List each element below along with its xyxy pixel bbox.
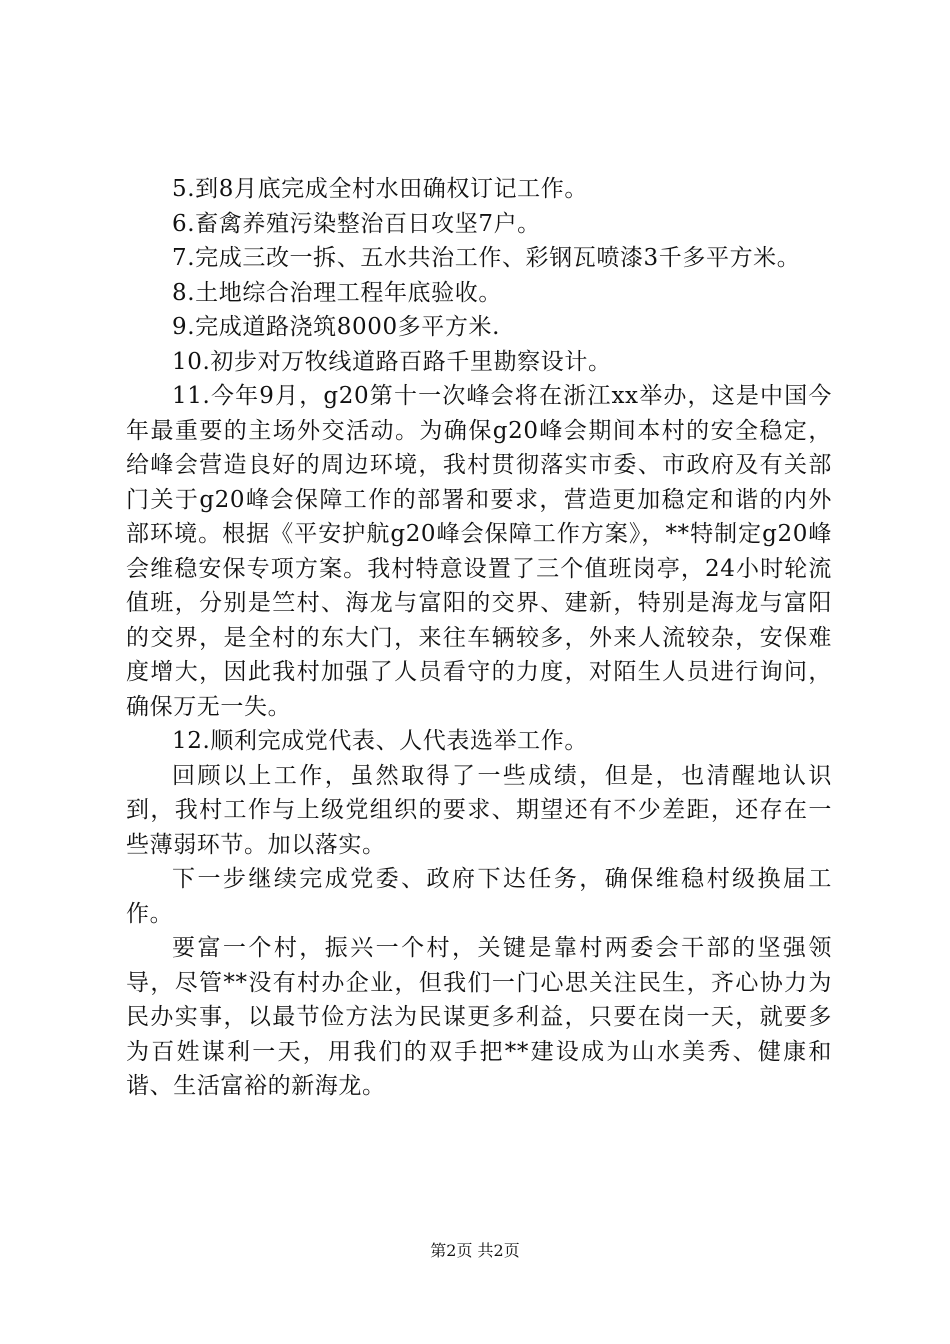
- document-body: [126, 172, 832, 1104]
- paragraph-item-6: 6.畜禽养殖污染整治百日攻坚7户。: [172, 210, 541, 237]
- paragraph-item-5: 5.到8月底完成全村水田确权订记工作。: [172, 176, 588, 202]
- paragraph-item-9: 9.完成道路浇筑8000多平方米.: [172, 314, 500, 340]
- paragraph-item-7: 7.完成三改一拆、五水共治工作、彩钢瓦喷漆3千多平方米。: [172, 245, 801, 271]
- paragraph-item-11: 11.今年9月，g20第十一次峰会将在浙江xx举办，这是中国今年最重要的主场外交活动。为确保g20峰会期间本村的安全稳定，给峰会营造良好的周边环境，我村贯彻落实市委、市政府及有关部门关于g20峰会保障工作的部署和要求，营造更加稳定和谐的内外部环境。根据《平安护航g20峰会保障工作方案》，**特制定g20峰会维稳安保专项方案。我村特意设置了三个值班岗亭，24小时轮流值班，分别是竺村、海龙与富阳的交界、建新，特别是海龙与富阳的交界，是全村的东大门，来往车辆较多，外来人流较杂，安保难度增大，因此我村加强了人员看守的力度，对陌生人员进行询问，确保万无一失。: [126, 383, 832, 720]
- page-number-label: 第2页 共2页: [430, 1241, 520, 1260]
- paragraph-item-10: 10.初步对万牧线道路百路千里勘察设计。: [172, 348, 612, 375]
- paragraph-item-12: 12.顺利完成党代表、人代表选举工作。: [172, 728, 588, 754]
- paragraph-conclusion: 要富一个村，振兴一个村，关键是靠村两委会干部的坚强领导，尽管**没有村办企业，但我们一门心思关注民生，齐心协力为民办实事，以最节俭方法为民谋更多利益，只要在岗一天，就要多为百姓谋利一天，用我们的双手把**建设成为山水美秀、健康和谐、生活富裕的新海龙。: [126, 935, 832, 1099]
- paragraph-next-step: 下一步继续完成党委、政府下达任务，确保维稳村级换届工作。: [126, 866, 832, 927]
- paragraph-item-8: 8.土地综合治理工程年底验收。: [172, 279, 502, 306]
- paragraph-review: 回顾以上工作，虽然取得了一些成绩，但是，也清醒地认识到，我村工作与上级党组织的要求、期望还有不少差距，还存在一些薄弱环节。加以落实。: [126, 762, 832, 858]
- page-footer: [0, 1241, 950, 1261]
